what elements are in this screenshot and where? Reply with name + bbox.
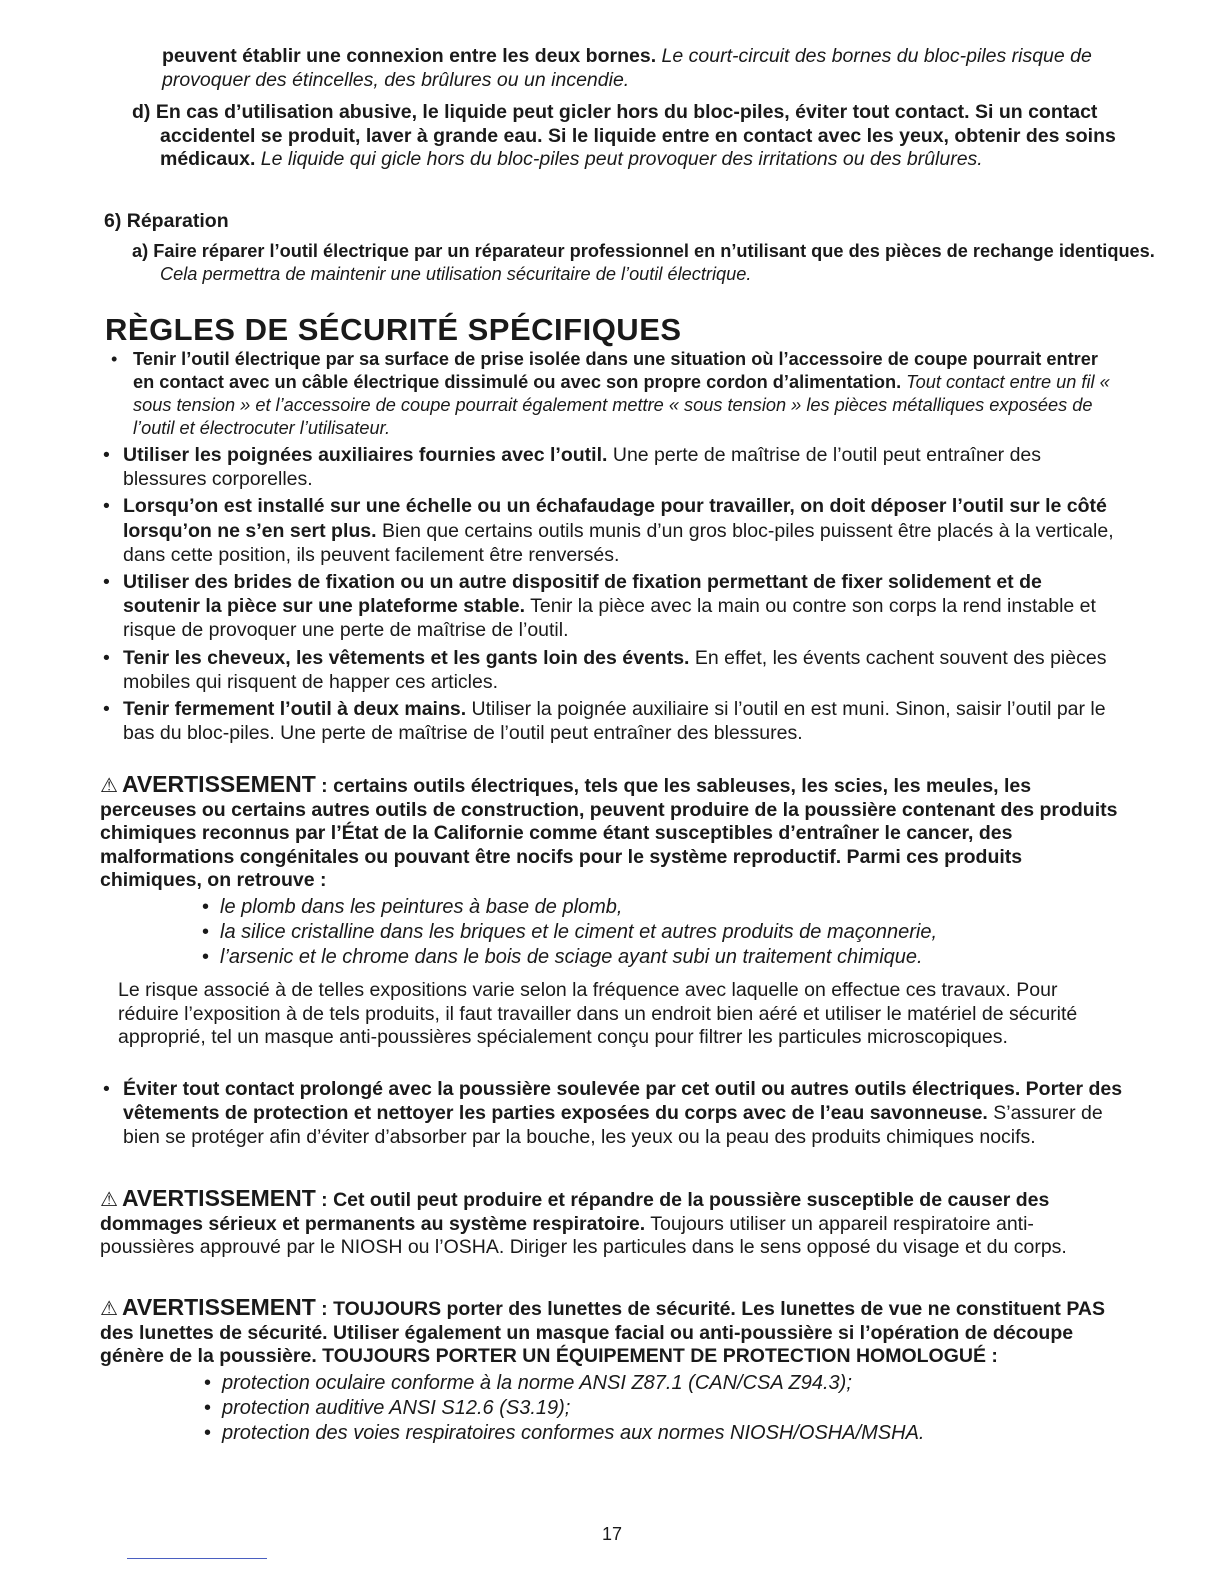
rule-bullet <box>103 443 1118 491</box>
protection-list <box>180 1371 1120 1446</box>
footer-rule <box>127 1558 267 1559</box>
bullet-icon: • <box>204 1421 212 1444</box>
rule-text: En effet, les évents cachent souvent des pièces mobiles qui risquent de happer ces articles. <box>123 646 1107 693</box>
bullet-icon: • <box>202 920 210 943</box>
page-number: 17 <box>601 1524 623 1544</box>
list-item <box>180 1396 1120 1421</box>
warning-1 <box>100 773 1120 970</box>
rule-bullet <box>103 646 1118 694</box>
list-item <box>180 1371 1120 1396</box>
intro-italic: Le court-circuit des bornes du bloc-piles risque de provoquer des étincelles, des brûlures ou un incendie. <box>162 45 1092 91</box>
intro-bold: peuvent établir une connexion entre les deux bornes. <box>162 45 657 67</box>
rule-text: Bien que certains outils munis d’un gros bloc-piles puissent être placés à la verticale, dans cette position, ils peuvent facilement être renversés. <box>123 519 1114 566</box>
bullet-icon: • <box>103 1078 110 1100</box>
rule-bullet <box>103 697 1118 745</box>
rule-bullet <box>103 494 1118 567</box>
intro-paragraph <box>162 45 1162 92</box>
rule-bold: Lorsqu’on est installé sur une échelle ou un échafaudage pour travailler, on doit déposer l’outil sur le côté lorsqu’on ne s’en sert plus. <box>123 495 1107 542</box>
list-item <box>178 920 1120 945</box>
rule-bold: Utiliser les poignées auxiliaires fournies avec l’outil. <box>123 444 608 466</box>
dust-bold: Éviter tout contact prolongé avec la poussière soulevée par cet outil ou autres outils électriques. Porter des vêtements de protection et nettoyer les parties exposées du corps avec de l’eau savonneuse. <box>123 1078 1123 1125</box>
rule-bold: Tenir fermement l’outil à deux mains. <box>123 698 467 721</box>
bullet-icon: • <box>103 495 110 518</box>
bullet-icon: • <box>103 571 110 594</box>
rule-text: Tout contact entre un fil « sous tension » et l’accessoire de coupe pourrait également mettre « sous tension » les pièces métalliques exposées de l’outil et électrocuter l’utilisateur. <box>133 372 1110 438</box>
warning-triangle-icon: ⚠ <box>100 1298 118 1320</box>
warning-2-text: Toujours utiliser un appareil respiratoire anti-poussières approuvé par le NIOSH ou l’OSHA. Diriger les particules dans le sens opposé du visage et du corps. <box>100 1212 1067 1258</box>
item-d-italic: Le liquide qui gicle hors du bloc-piles peut provoquer des irritations ou des brûlures. <box>255 148 983 170</box>
rule-bold: Tenir l’outil électrique par sa surface de prise isolée dans une situation où l’accessoire de coupe pourrait entrer en contact avec un câble électrique dissimulé ou avec son propre cordon d’alimentation. <box>133 349 1098 392</box>
list-item <box>178 945 1120 970</box>
rule-text: Utiliser la poignée auxiliaire si l’outil en est muni. Sinon, saisir l’outil par le bas du bloc-piles. Une perte de maîtrise de l’outil peut entraîner des blessures. <box>123 698 1106 745</box>
bullet-icon: • <box>111 349 118 369</box>
item-6a-italic: Cela permettra de maintenir une utilisation sécuritaire de l’outil électrique. <box>160 263 752 284</box>
list-item <box>178 895 1120 920</box>
section-6-heading: 6) Réparation <box>104 210 229 232</box>
dust-text: S’assurer de bien se protéger afin d’éviter d’absorber par la bouche, les yeux ou la peau des produits chimiques nocifs. <box>123 1102 1103 1149</box>
rule-bold: Tenir les cheveux, les vêtements et les gants loin des évents. <box>123 646 690 669</box>
warning-2 <box>100 1187 1120 1260</box>
dust-bullet <box>103 1077 1123 1150</box>
warning-1-text: : certains outils électriques, tels que les sableuses, les scies, les meules, les perceuses ou certains autres outils de construction, peuvent produire de la poussière contenant des produits chimiques reconnus par l’État de la Californie comme étant susceptibles d’entraîner le cancer, des malformations congénitales ou pouvant être nocifs pour le système reproductif. Parmi ces produits chimiques, on retrouve : <box>100 775 1118 891</box>
rule-text: Une perte de maîtrise de l’outil peut entraîner des blessures corporelles. <box>123 444 1042 491</box>
list-item-text: protection auditive ANSI S12.6 (S3.19); <box>222 1396 571 1419</box>
item-6a <box>132 240 1160 285</box>
bullet-icon: • <box>103 646 110 669</box>
rule-bullet <box>103 348 1118 440</box>
warning-triangle-icon: ⚠ <box>100 1189 118 1211</box>
warning-label: AVERTISSEMENT <box>121 771 316 797</box>
list-item-text: le plomb dans les peintures à base de plomb, <box>220 895 623 918</box>
item-6a-bold: Faire réparer l’outil électrique par un réparateur professionnel en n’utilisant que des pièces de rechange identiques. <box>153 241 1155 261</box>
bullet-icon: • <box>103 698 110 721</box>
list-item-text: l’arsenic et le chrome dans le bois de sciage ayant subi un traitement chimique. <box>220 945 923 968</box>
bullet-icon: • <box>204 1371 212 1394</box>
chemical-list <box>178 895 1120 970</box>
rule-bold: Utiliser des brides de fixation ou un autre dispositif de fixation permettant de fixer solidement et de soutenir la pièce sur une plateforme stable. <box>123 571 1042 618</box>
rule-bullet <box>103 570 1118 643</box>
specific-rules-list <box>103 348 1118 748</box>
warning-label: AVERTISSEMENT <box>121 1294 316 1320</box>
list-item-text: protection des voies respiratoires conformes aux normes NIOSH/OSHA/MSHA. <box>222 1421 925 1444</box>
item-d-bold: En cas d’utilisation abusive, le liquide peut gicler hors du bloc-piles, éviter tout contact. Si un contact accidentel se produit, laver à grande eau. Si le liquide entre en contact avec les yeux, obtenir des soins médicaux. <box>155 101 1116 170</box>
warning-3 <box>100 1296 1120 1446</box>
bullet-icon: • <box>103 444 110 466</box>
item-6a-marker: a) <box>132 241 149 261</box>
bullet-icon: • <box>202 945 210 968</box>
item-d <box>132 101 1160 172</box>
risk-paragraph: Le risque associé à de telles expositions varie selon la fréquence avec laquelle on effectue ces travaux. Pour réduire l’exposition à de tels produits, il faut travailler dans un endroit bien aéré et utiliser le matériel de sécurité approprié, tel un masque anti-poussières spécialement conçu pour filtrer les particules microscopiques. <box>118 979 1078 1048</box>
bullet-icon: • <box>202 895 210 918</box>
warning-triangle-icon: ⚠ <box>100 775 118 797</box>
bullet-icon: • <box>204 1396 212 1419</box>
rule-text: Tenir la pièce avec la main ou contre son corps la rend instable et risque de provoquer une perte de maîtrise de l’outil. <box>123 595 1096 642</box>
list-item-text: protection oculaire conforme à la norme ANSI Z87.1 (CAN/CSA Z94.3); <box>222 1371 852 1394</box>
list-item <box>180 1421 1120 1446</box>
warning-label: AVERTISSEMENT <box>121 1185 316 1211</box>
warning-2-bold: : Cet outil peut produire et répandre de la poussière susceptible de causer des dommages sérieux et permanents au système respiratoire. <box>100 1189 1050 1235</box>
item-d-marker: d) <box>132 101 151 123</box>
list-item-text: la silice cristalline dans les briques et le ciment et autres produits de maçonnerie, <box>220 920 938 943</box>
section-title: RÈGLES DE SÉCURITÉ SPÉCIFIQUES <box>105 312 682 347</box>
warning-3-text: : TOUJOURS porter des lunettes de sécurité. Les lunettes de vue ne constituent PAS des lunettes de sécurité. Utiliser également un masque facial ou anti-poussière si l’opération de découpe génère de la poussière. TOUJOURS PORTER UN ÉQUIPEMENT DE PROTECTION HOMOLOGUÉ : <box>100 1298 1105 1367</box>
